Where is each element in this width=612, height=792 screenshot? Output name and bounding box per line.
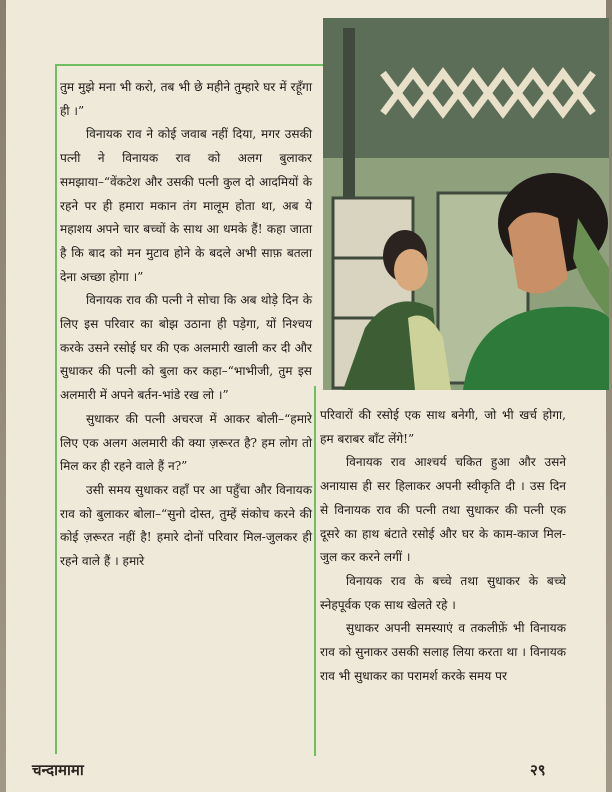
magazine-name: चन्दामामा <box>32 761 84 779</box>
paragraph: विनायक राव के बच्चे तथा सुधाकर के बच्चे स्नेहपूर्वक एक साथ खेलते रहे । <box>320 573 566 612</box>
paragraph: परिवारों की रसोई एक साथ बनेगी, जो भी खर्च होगा, हम बराबर बाँट लेंगे!” <box>320 408 566 446</box>
left-column <box>60 76 312 574</box>
paragraph: उसी समय सुधाकर वहाँ पर आ पहुँचा और विनायक राव को बुलाकर बोला–“सुनो दोस्त, तुम्हें संकोच करने की कोई ज़रूरत नहीं है! हमारे दोनों परिवार मिल-जुलकर ही रहने वाले हैं । हमारे <box>60 482 312 569</box>
page-edge-left <box>0 0 6 792</box>
page-number: २९ <box>530 761 546 779</box>
paragraph: तुम मुझे मना भी करो, तब भी छे महीने तुम्हारे घर में रहूँगा ही ।” <box>60 80 312 118</box>
paragraph: सुधाकर की पत्नी अचरज में आकर बोली–“हमारे लिए एक अलग अलमारी की क्या ज़रूरत है? हम लोग तो मिल कर ही रहने वाले हैं न?” <box>60 411 312 474</box>
paragraph: सुधाकर अपनी समस्याएं व तकलीफ़ें भी विनायक राव को सुनाकर उसकी सलाह लिया करता था । विनायक राव भी सुधाकर का परामर्श करके समय पर <box>320 621 566 683</box>
right-column <box>320 404 566 688</box>
column-divider <box>314 386 316 756</box>
story-illustration <box>323 18 609 390</box>
paragraph: विनायक राव आश्चर्य चकित हुआ और उसने अनायास ही सर हिलाकर अपनी स्वीकृति दी । उस दिन से विनायक राव की पत्नी तथा सुधाकर की पत्नी एक दूसरे का हाथ बंटाते रसोई और घर के काम-काज मिल-जुल कर करने लगीं । <box>320 455 566 565</box>
paragraph: विनायक राव ने कोई जवाब नहीं दिया, मगर उसकी पत्नी ने विनायक राव को अलग बुलाकर समझाया–“वेंकटेश और उसकी पत्नी कुल दो आदमियों के रहने पर ही हमारा मकान तंग मालूम होता था, अब ये महाशय अपने चार बच्चों के साथ आ धमके हैं! कहा जाता है कि बाद को मन मुटाव होने के बदले अभी साफ़ बतला देना अच्छा होगा ।” <box>60 127 312 284</box>
paragraph: विनायक राव की पत्नी ने सोचा कि अब थोड़े दिन के लिए इस परिवार का बोझ उठाना ही पड़ेगा, यों निश्चय करके उसने रसोई घर की एक अलमारी खाली कर दी और सुधाकर की पत्नी को बुला कर कहा–“भाभीजी, तुम इस अलमारी में अपने बर्तन-भांडे रख लो ।” <box>60 293 312 403</box>
